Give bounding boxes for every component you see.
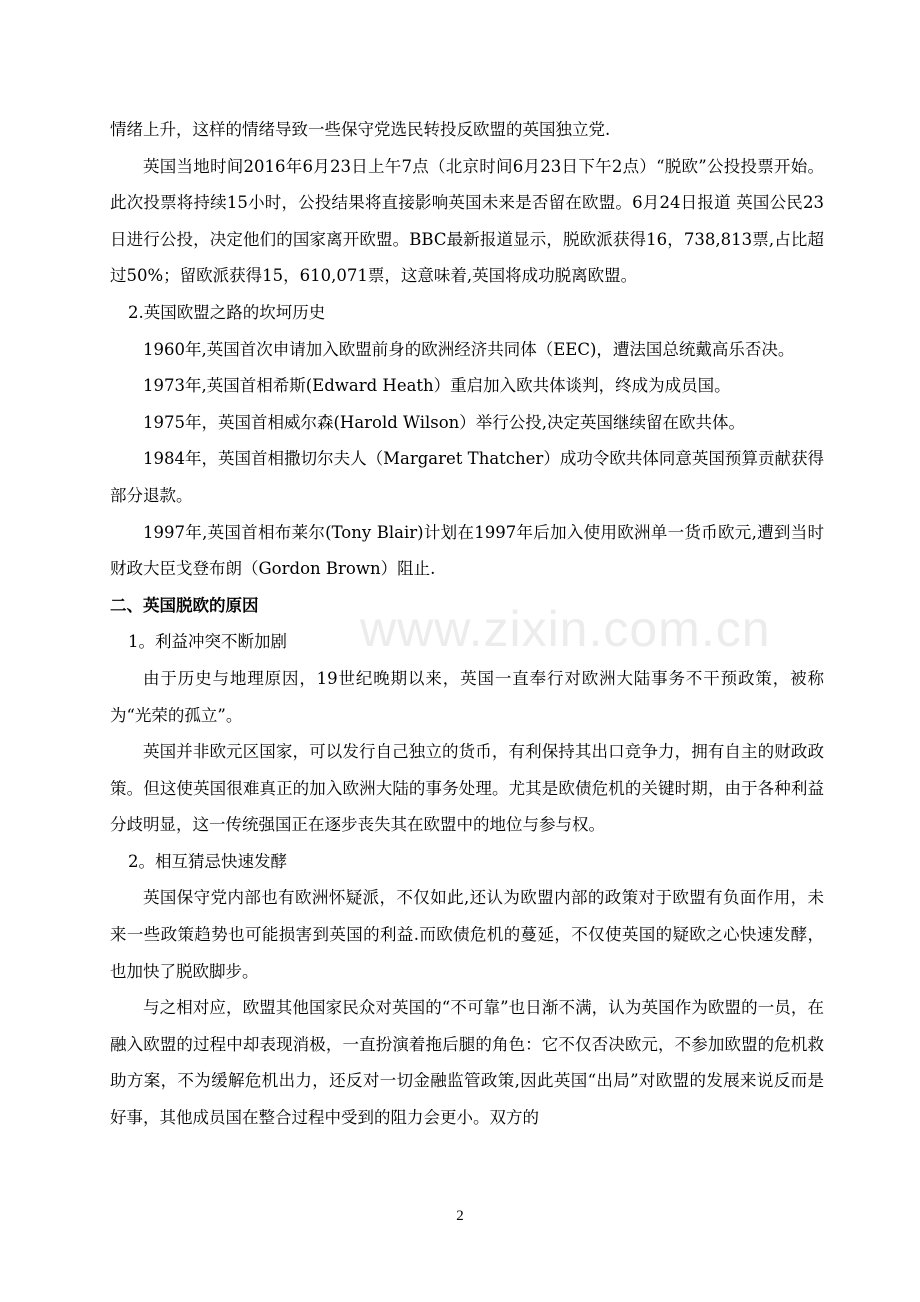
paragraph-1975: 1975年，英国首相威尔森(Harold Wilson）举行公投,决定英国继续留在欧共体。	[143, 412, 746, 432]
paragraph-referendum: 英国当地时间2016年6月23日上午7点（北京时间6月23日下午2点）“脱欧”公投投票开始。此次投票将持续15小时，公投结果将直接影响英国未来是否留在欧盟。6月24日报道 英国公民23日进行公投，决定他们的国家离开欧盟。BBC最新报道显示，脱欧派获得16，738,813票,占比超过50%；留欧派获得15，610,071票，这意味着,英国将成功脱离欧盟。	[110, 156, 824, 286]
paragraph-eurosceptics: 英国保守党内部也有欧洲怀疑派，不仅如此,还认为欧盟内部的政策对于欧盟有负面作用，未来一些政策趋势也可能损害到英国的利益.而欧债危机的蔓延，不仅使英国的疑欧之心快速发酵，也加快了脱欧脚步。	[110, 888, 824, 981]
section-heading-reasons: 二、英国脱欧的原因	[110, 595, 259, 615]
paragraph-continuation: 情绪上升，这样的情绪导致一些保守党选民转投反欧盟的英国独立党.	[110, 120, 611, 139]
paragraph-1973: 1973年,英国首相希斯(Edward Heath）重启加入欧共体谈判，终成为成员国。	[143, 376, 731, 396]
paragraph-currency: 英国并非欧元区国家，可以发行自己独立的货币，有利保持其出口竞争力，拥有自主的财政政策。但这使英国很难真正的加入欧洲大陆的事务处理。尤其是欧债危机的关键时期，由于各种利益分歧明显，这一传统强国正在逐步丧失其在欧盟中的地位与参与权。	[110, 742, 824, 835]
watermark: www.zixin.com.cn	[360, 601, 771, 657]
subheading-interest-conflict: 1。利益冲突不断加剧	[128, 632, 287, 652]
document-body	[110, 112, 824, 1137]
paragraph-splendid-isolation: 由于历史与地理原因，19世纪晚期以来，英国一直奉行对欧洲大陆事务不干预政策，被称为“光荣的孤立”。	[110, 668, 824, 725]
page-number: 2	[456, 1208, 464, 1224]
subheading-mutual-suspicion: 2。相互猜忌快速发酵	[128, 851, 287, 871]
paragraph-eu-dissatisfaction: 与之相对应，欧盟其他国家民众对英国的“不可靠”也日渐不满，认为英国作为欧盟的一员，在融入欧盟的过程中却表现消极，一直扮演着拖后腿的角色：它不仅否决欧元，不参加欧盟的危机救助方案，不为缓解危机出力，还反对一切金融监管政策,因此英国“出局”对欧盟的发展来说反而是好事，其他成员国在整合过程中受到的阻力会更小。双方的	[110, 998, 824, 1128]
paragraph-1984: 1984年，英国首相撒切尔夫人（Margaret Thatcher）成功令欧共体同意英国预算贡献获得部分退款。	[110, 449, 824, 505]
paragraph-1997: 1997年,英国首相布莱尔(Tony Blair)计划在1997年后加入使用欧洲单一货币欧元,遭到当时财政大臣戈登布朗（Gordon Brown）阻止.	[110, 522, 824, 579]
paragraph-1960: 1960年,英国首次申请加入欧盟前身的欧洲经济共同体（EEC)，遭法国总统戴高乐否决。	[143, 339, 795, 359]
subheading-history: 2.英国欧盟之路的坎坷历史	[128, 302, 326, 322]
